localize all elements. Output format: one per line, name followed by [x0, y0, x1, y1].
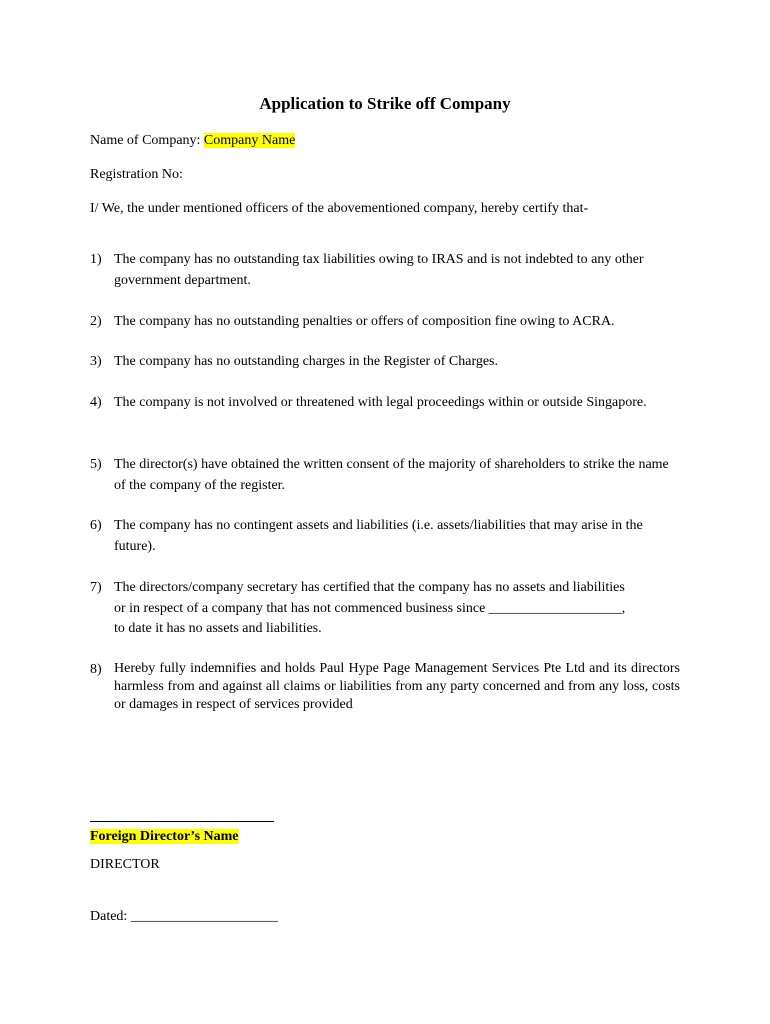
list-item-text-line: to date it has no assets and liabilities. — [114, 621, 322, 636]
registration-label: Registration No: — [90, 167, 183, 182]
signature-line — [90, 821, 274, 822]
list-item — [90, 393, 680, 414]
intro-text: I/ We, the under mentioned officers of the abovementioned company, hereby certify that- — [90, 201, 589, 216]
list-item-number: 6) — [90, 518, 102, 533]
list-item-text: The company has no outstanding charges in the Register of Charges. — [114, 354, 499, 369]
list-item-number: 8) — [90, 662, 102, 677]
company-name-label: Name of Company: — [90, 133, 201, 148]
signatory-role: DIRECTOR — [90, 857, 160, 872]
list-item — [90, 250, 680, 291]
list-item — [90, 455, 680, 496]
signatory-name — [90, 828, 239, 846]
list-item-text-line: The directors/company secretary has certified that the company has no assets and liabilities — [114, 580, 625, 595]
document-title: Application to Strike off Company — [259, 94, 511, 113]
list-item-text: The company has no outstanding penalties or offers of composition fine owing to ACRA. — [114, 314, 615, 329]
list-item-number: 2) — [90, 314, 102, 329]
list-item-text: The director(s) have obtained the written consent of the majority of shareholders to strike the name of the company of the register. — [114, 457, 669, 493]
list-item-number: 1) — [90, 252, 102, 267]
company-name-value: Company Name — [203, 133, 296, 148]
list-item — [90, 352, 680, 373]
list-item-text: The company has no contingent assets and liabilities (i.e. assets/liabilities that may arise in the future). — [114, 518, 643, 554]
list-item — [90, 516, 680, 557]
company-name-line — [90, 132, 295, 150]
signatory-name-text: Foreign Director’s Name — [90, 829, 239, 844]
list-item-number: 7) — [90, 580, 102, 595]
list-item — [90, 660, 680, 714]
list-item-number: 5) — [90, 457, 102, 472]
list-item-text: The company is not involved or threatened with legal proceedings within or outside Singapore. — [114, 395, 647, 410]
list-item-text — [114, 578, 680, 640]
list-item-text: Hereby fully indemnifies and holds Paul Hype Page Management Services Pte Ltd and its directors harmless from and against all claims or liabilities from any party concerned and from any loss, costs or damages in respect of services provided — [114, 661, 680, 712]
list-item-text: The company has no outstanding tax liabilities owing to IRAS and is not indebted to any other government department. — [114, 252, 644, 288]
list-item-number: 4) — [90, 395, 102, 410]
dated-line: Dated: _____________________ — [90, 909, 278, 924]
list-item-text-line: or in respect of a company that has not commenced business since ___________________, — [114, 600, 626, 616]
list-item-number: 3) — [90, 354, 102, 369]
list-item — [90, 578, 680, 640]
list-item — [90, 312, 680, 333]
